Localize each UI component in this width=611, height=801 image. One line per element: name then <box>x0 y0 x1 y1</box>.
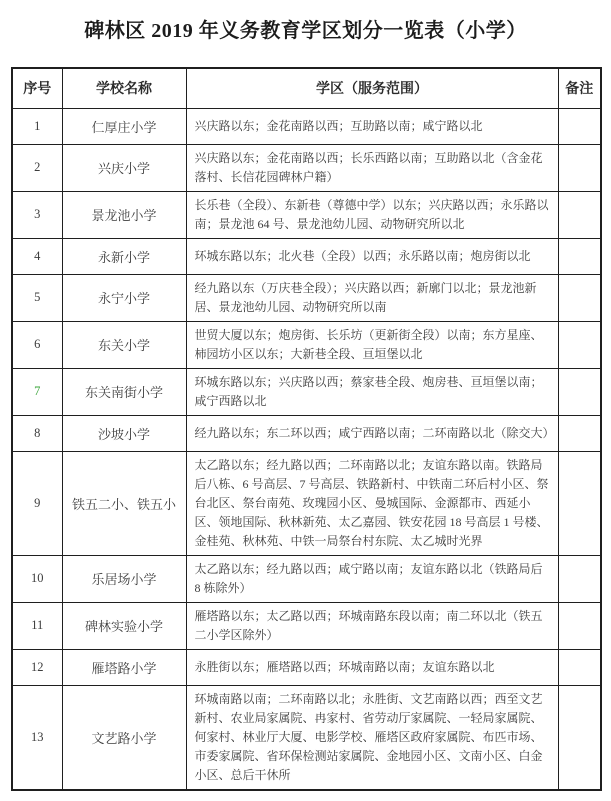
table-row <box>12 108 601 144</box>
row-number-cell: 5 <box>12 274 62 321</box>
remarks-cell <box>558 602 601 649</box>
remarks-cell <box>558 415 601 451</box>
table-row <box>12 555 601 602</box>
header-remarks: 备注 <box>558 68 601 108</box>
table-row <box>12 191 601 238</box>
row-number-cell: 4 <box>12 238 62 274</box>
school-name-cell: 永宁小学 <box>62 274 186 321</box>
remarks-cell <box>558 685 601 790</box>
remarks-cell <box>558 649 601 685</box>
table-row <box>12 321 601 368</box>
school-name-cell: 雁塔路小学 <box>62 649 186 685</box>
district-scope-cell: 兴庆路以东；金花南路以西；长乐西路以南；互助路以北（含金花落村、长信花园碑林户籍） <box>186 144 558 191</box>
row-number-cell: 13 <box>12 685 62 790</box>
district-scope-cell: 环城东路以东；北火巷（全段）以西；永乐路以南；炮房街以北 <box>186 238 558 274</box>
row-number-cell: 7 <box>12 368 62 415</box>
header-district-scope: 学区（服务范围） <box>186 68 558 108</box>
row-number-cell: 10 <box>12 555 62 602</box>
table-row <box>12 274 601 321</box>
row-number-cell: 2 <box>12 144 62 191</box>
school-name-cell: 乐居场小学 <box>62 555 186 602</box>
row-number-cell: 11 <box>12 602 62 649</box>
row-number-cell: 3 <box>12 191 62 238</box>
district-scope-cell: 长乐巷（全段）、东新巷（尊德中学）以东；兴庆路以西；永乐路以南；景龙池 64 号、景龙池幼儿园、动物研究所以北 <box>186 191 558 238</box>
district-scope-cell: 世贸大厦以东；炮房街、长乐坊（更新街全段）以南；东方星座、柿园坊小区以东；大新巷全段、亘垣堡以北 <box>186 321 558 368</box>
table-row <box>12 238 601 274</box>
district-scope-cell: 环城东路以东；兴庆路以西；蔡家巷全段、炮房巷、亘垣堡以南；咸宁西路以北 <box>186 368 558 415</box>
remarks-cell <box>558 238 601 274</box>
table-row <box>12 649 601 685</box>
district-scope-cell: 永胜街以东；雁塔路以西；环城南路以南；友谊东路以北 <box>186 649 558 685</box>
row-number-cell: 1 <box>12 108 62 144</box>
table-body <box>12 108 601 790</box>
school-name-cell: 景龙池小学 <box>62 191 186 238</box>
table-row <box>12 144 601 191</box>
school-name-cell: 铁五二小、铁五小 <box>62 451 186 555</box>
district-scope-cell: 雁塔路以东；太乙路以西；环城南路东段以南；南二环以北（铁五二小学区除外） <box>186 602 558 649</box>
district-scope-cell: 经九路以东（万庆巷全段）；兴庆路以西；新廓门以北；景龙池新居、景龙池幼儿园、动物研究所以南 <box>186 274 558 321</box>
district-scope-cell: 兴庆路以东；金花南路以西；互助路以南；咸宁路以北 <box>186 108 558 144</box>
remarks-cell <box>558 555 601 602</box>
school-name-cell: 东关南街小学 <box>62 368 186 415</box>
table-row <box>12 451 601 555</box>
table-header <box>12 68 601 108</box>
school-name-cell: 永新小学 <box>62 238 186 274</box>
header-school-name: 学校名称 <box>62 68 186 108</box>
school-name-cell: 文艺路小学 <box>62 685 186 790</box>
row-number-cell: 6 <box>12 321 62 368</box>
school-name-cell: 兴庆小学 <box>62 144 186 191</box>
district-scope-cell: 太乙路以东；经九路以西；咸宁路以南；友谊东路以北（铁路局后 8 栋除外） <box>186 555 558 602</box>
remarks-cell <box>558 191 601 238</box>
remarks-cell <box>558 368 601 415</box>
remarks-cell <box>558 144 601 191</box>
table-row <box>12 602 601 649</box>
remarks-cell <box>558 108 601 144</box>
school-district-table <box>11 67 602 791</box>
remarks-cell <box>558 274 601 321</box>
table-row <box>12 685 601 790</box>
school-name-cell: 碑林实验小学 <box>62 602 186 649</box>
row-number-cell: 8 <box>12 415 62 451</box>
table-row <box>12 368 601 415</box>
district-scope-cell: 太乙路以东；经九路以西；二环南路以北；友谊东路以南。铁路局后八栋、6 号高层、7 号高层、铁路新村、中铁南二环后村小区、祭台北区、祭台南苑、玫瑰园小区、曼城国际、金源都市、西延小区、领地国际、秋林新苑、太乙嘉园、铁安花园 18 号高层 1 号楼、金桂苑、秋林苑、中铁一局祭台村东院、太乙城时光界 <box>186 451 558 555</box>
district-scope-cell: 环城南路以南；二环南路以北；永胜街、文艺南路以西；西至文艺新村、农业局家属院、冉家村、省劳动厅家属院、一轻局家属院、何家村、林业厅大厦、电影学校、雁塔区政府家属院、布匹市场、市委家属院、省环保检测站家属院、金地园小区、文南小区、白金小区、总后干休所 <box>186 685 558 790</box>
table-row <box>12 415 601 451</box>
remarks-cell <box>558 321 601 368</box>
remarks-cell <box>558 451 601 555</box>
row-number-cell: 12 <box>12 649 62 685</box>
page-title: 碑林区 2019 年义务教育学区划分一览表（小学） <box>84 20 527 42</box>
row-number-cell: 9 <box>12 451 62 555</box>
header-serial-number: 序号 <box>12 68 62 108</box>
school-name-cell: 沙坡小学 <box>62 415 186 451</box>
school-name-cell: 仁厚庄小学 <box>62 108 186 144</box>
school-name-cell: 东关小学 <box>62 321 186 368</box>
district-scope-cell: 经九路以东；东二环以西；咸宁西路以南；二环南路以北（除交大） <box>186 415 558 451</box>
header-row <box>12 68 601 108</box>
